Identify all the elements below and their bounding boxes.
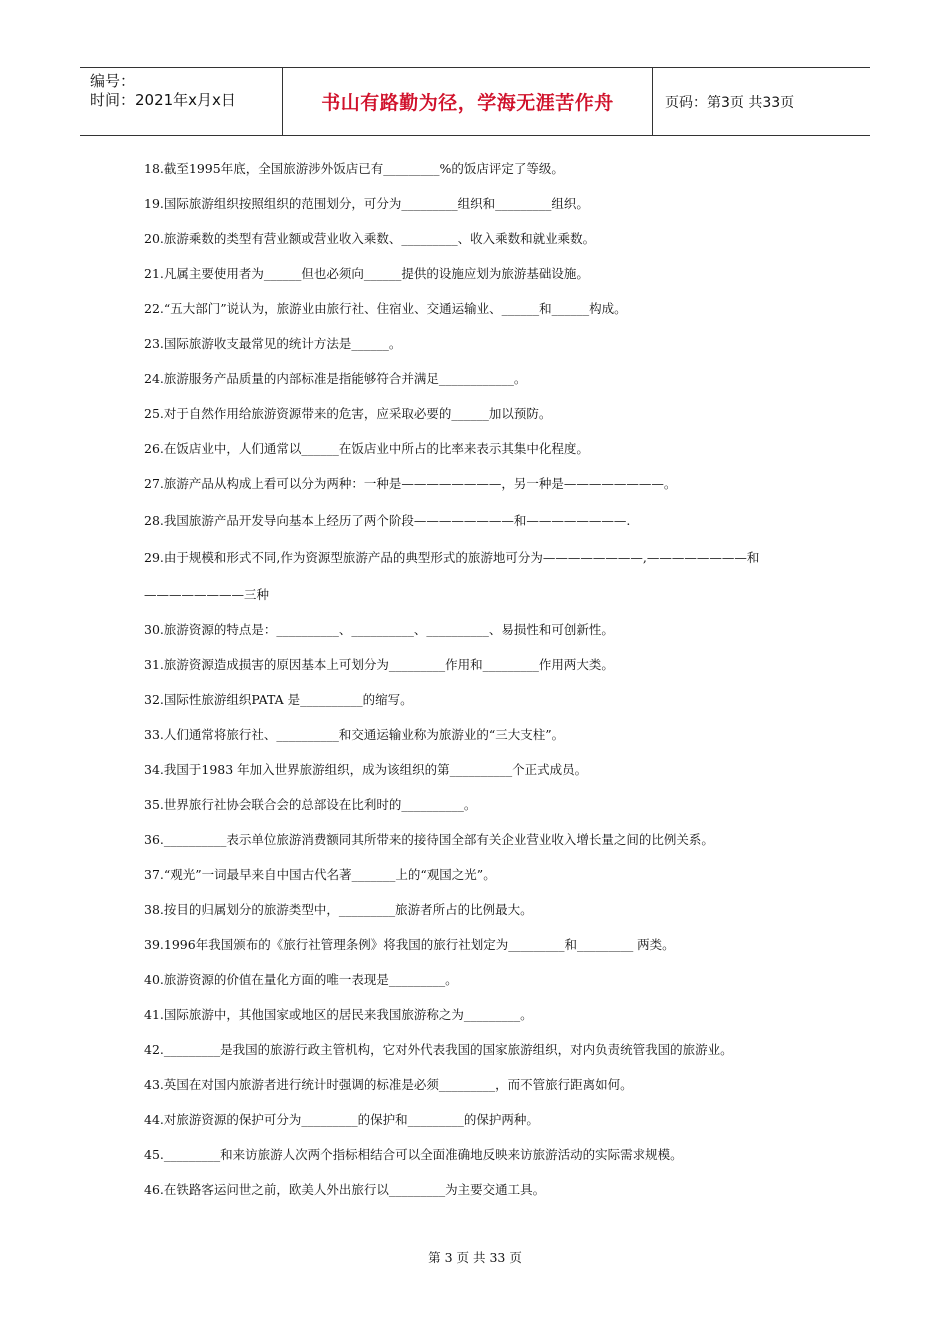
question-item: 34.我国于1983 年加入世界旅游组织，成为该组织的第__________个正式成员。 [144, 762, 588, 777]
question-item: 36.__________表示单位旅游消费额同其所带来的接待国全部有关企业营业收入增长量之间的比例关系。 [144, 832, 714, 847]
question-item: 22.“五大部门”说认为，旅游业由旅行社、住宿业、交通运输业、______和______构成。 [144, 301, 627, 316]
question-item: 43.英国在对国内旅游者进行统计时强调的标准是必须_________，而不管旅行距离如何。 [144, 1077, 633, 1092]
header-meta [80, 68, 282, 135]
question-item: 42._________是我国的旅游行政主管机构，它对外代表我国的国家旅游组织，对内负责统管我国的旅游业。 [144, 1042, 733, 1057]
question-item: 40.旅游资源的价值在量化方面的唯一表现是_________。 [144, 972, 458, 987]
question-item: 26.在饭店业中，人们通常以______在饭店业中所占的比率来表示其集中化程度。 [144, 441, 589, 456]
question-item: 25.对于自然作用给旅游资源带来的危害，应采取必要的______加以预防。 [144, 406, 552, 421]
header-motto: 书山有路勤为径，学海无涯苦作舟 [282, 68, 653, 135]
question-list [144, 160, 824, 1198]
question-item: 32.国际性旅游组织PATA 是__________的缩写。 [144, 692, 413, 707]
page-header [80, 67, 870, 136]
question-item: 24.旅游服务产品质量的内部标准是指能够符合并满足____________。 [144, 371, 527, 386]
document-date-label: 时间：2021年x月x日 [90, 91, 236, 109]
question-item: 46.在铁路客运问世之前，欧美人外出旅行以_________为主要交通工具。 [144, 1182, 546, 1197]
question-item: 35.世界旅行社协会联合会的总部设在比利时的__________。 [144, 797, 477, 812]
question-item: 38.按目的归属划分的旅游类型中，_________旅游者所占的比例最大。 [144, 902, 533, 917]
question-item: 23.国际旅游收支最常见的统计方法是______。 [144, 336, 402, 351]
question-item: 37.“观光”一词最早来自中国古代名著_______上的“观国之光”。 [144, 867, 496, 882]
question-item: 44.对旅游资源的保护可分为_________的保护和_________的保护两种。 [144, 1112, 539, 1127]
question-item: 27.旅游产品从构成上看可以分为两种：一种是————————，另一种是————————。 [144, 476, 677, 491]
question-item: 39.1996年我国颁布的《旅行社管理条例》将我国的旅行社划定为_________和_________ 两类。 [144, 937, 675, 952]
question-item: 30.旅游资源的特点是：__________、__________、__________、易损性和可创新性。 [144, 622, 614, 637]
header-page-info: 页码：第3页 共33页 [665, 94, 795, 111]
question-item: 29.由于规模和形式不同,作为资源型旅游产品的典型形式的旅游地可分为————————,————————和 [144, 550, 760, 565]
question-item: 20.旅游乘数的类型有营业额或营业收入乘数、_________、收入乘数和就业乘数。 [144, 231, 596, 246]
question-item: 19.国际旅游组织按照组织的范围划分，可分为_________组织和_________组织。 [144, 196, 589, 211]
document-number-label: 编号： [90, 72, 136, 90]
question-item-continuation: ————————三种 [144, 587, 270, 602]
question-item: 45._________和来访旅游人次两个指标相结合可以全面准确地反映来访旅游活动的实际需求规模。 [144, 1147, 683, 1162]
question-item: 33.人们通常将旅行社、__________和交通运输业称为旅游业的“三大支柱”。 [144, 727, 565, 742]
question-item: 41.国际旅游中，其他国家或地区的居民来我国旅游称之为_________。 [144, 1007, 533, 1022]
page-footer: 第 3 页 共 33 页 [428, 1250, 522, 1265]
question-item: 31.旅游资源造成损害的原因基本上可划分为_________作用和_________作用两大类。 [144, 657, 614, 672]
question-item: 21.凡属主要使用者为______但也必须向______提供的设施应划为旅游基础设施。 [144, 266, 589, 281]
question-item: 18.截至1995年底，全国旅游涉外饭店已有_________%的饭店评定了等级。 [144, 161, 564, 176]
question-item: 28.我国旅游产品开发导向基本上经历了两个阶段————————和————————. [144, 513, 631, 528]
